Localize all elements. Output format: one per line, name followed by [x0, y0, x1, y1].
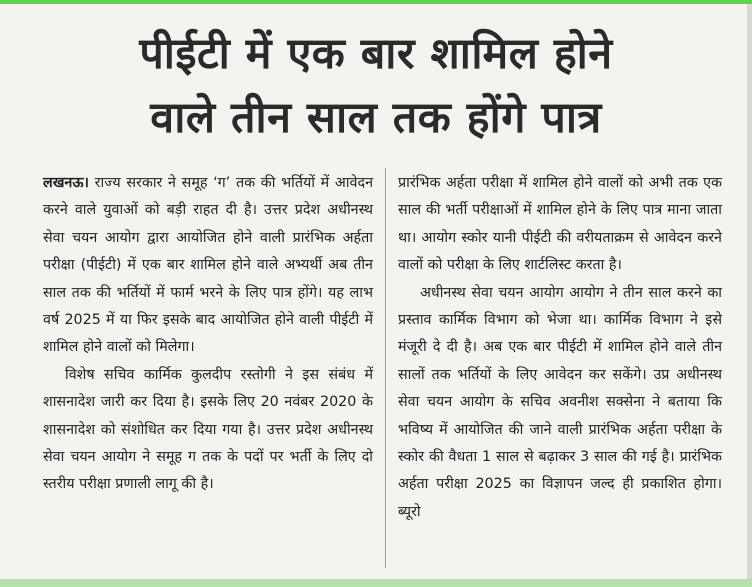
dateline: लखनऊ। [43, 175, 89, 191]
headline-line-2: वाले तीन साल तक होंगे पात्र [150, 93, 602, 143]
paragraph-4: अधीनस्थ सेवा चयन आयोग आयोग ने तीन साल करने का प्रस्ताव कार्मिक विभाग को भेजा था। कार्मिक विभाग ने इसे मंजूरी दे दी है। अब एक बार पीईटी में शामिल होने वाले तीन सालों तक भर्तियों के लिए आवेदन कर सकेंगे। उप्र अधीनस्थ सेवा चयन आयोग के सचिव अवनीश सक्सेना ने बताया कि भविष्य में आयोजित की जाने वाली प्रारंभिक अर्हता परीक्षा के स्कोर की वैधता 1 साल से बढ़ाकर 3 साल की गई है। प्रारंभिक अर्हता परीक्षा 2025 का विज्ञापन जल्द ही प्रकाशित होगा। ब्यूरो [398, 284, 722, 520]
page-edge-shadow [747, 4, 752, 579]
column-divider [385, 168, 386, 568]
article-headline [20, 22, 732, 150]
bottom-accent-bar [0, 579, 752, 587]
paragraph-3: प्रारंभिक अर्हता परीक्षा में शामिल होने वालों को अभी तक एक साल की भर्ती परीक्षाओं में शामिल होने के लिए पात्र माना जाता था। आयोग स्कोर यानी पीईटी की वरीयताक्रम से आवेदन करने वालों को परीक्षा के लिए शार्टलिस्ट करता है। [398, 175, 722, 274]
article-column-right [398, 170, 722, 526]
headline-line-1: पीईटी में एक बार शामिल होने [139, 29, 613, 79]
paragraph-1-text: राज्य सरकार ने समूह ‘ग’ तक की भर्तियों में आवेदन करने वाले युवाओं को बड़ी राहत दी है। उत्तर प्रदेश अधीनस्थ सेवा चयन आयोग द्वारा आयोजित होने वाली प्रारंभिक अर्हता परीक्षा (पीईटी) में एक बार शामिल होने वाले अभ्यर्थी अब तीन साल तक की भर्तियों में फार्म भरने के लिए पात्र होंगे। यह लाभ वर्ष 2025 में या फिर इसके बाद आयोजित होने वाली पीईटी में शामिल होने वालों को मिलेगा। [43, 175, 373, 356]
article-column-left [43, 170, 373, 499]
top-accent-bar [0, 0, 752, 4]
paragraph-2: विशेष सचिव कार्मिक कुलदीप रस्तोगी ने इस संबंध में शासनादेश जारी कर दिया है। इसके लिए 20 नवंबर 2020 के शासनादेश को संशोधित कर दिया गया है। उत्तर प्रदेश अधीनस्थ सेवा चयन आयोग ने समूह ग तक के पदों पर भर्ती के लिए दो स्तरीय परीक्षा प्रणाली लागू की है। [43, 366, 373, 493]
paragraph-1 [43, 170, 373, 362]
